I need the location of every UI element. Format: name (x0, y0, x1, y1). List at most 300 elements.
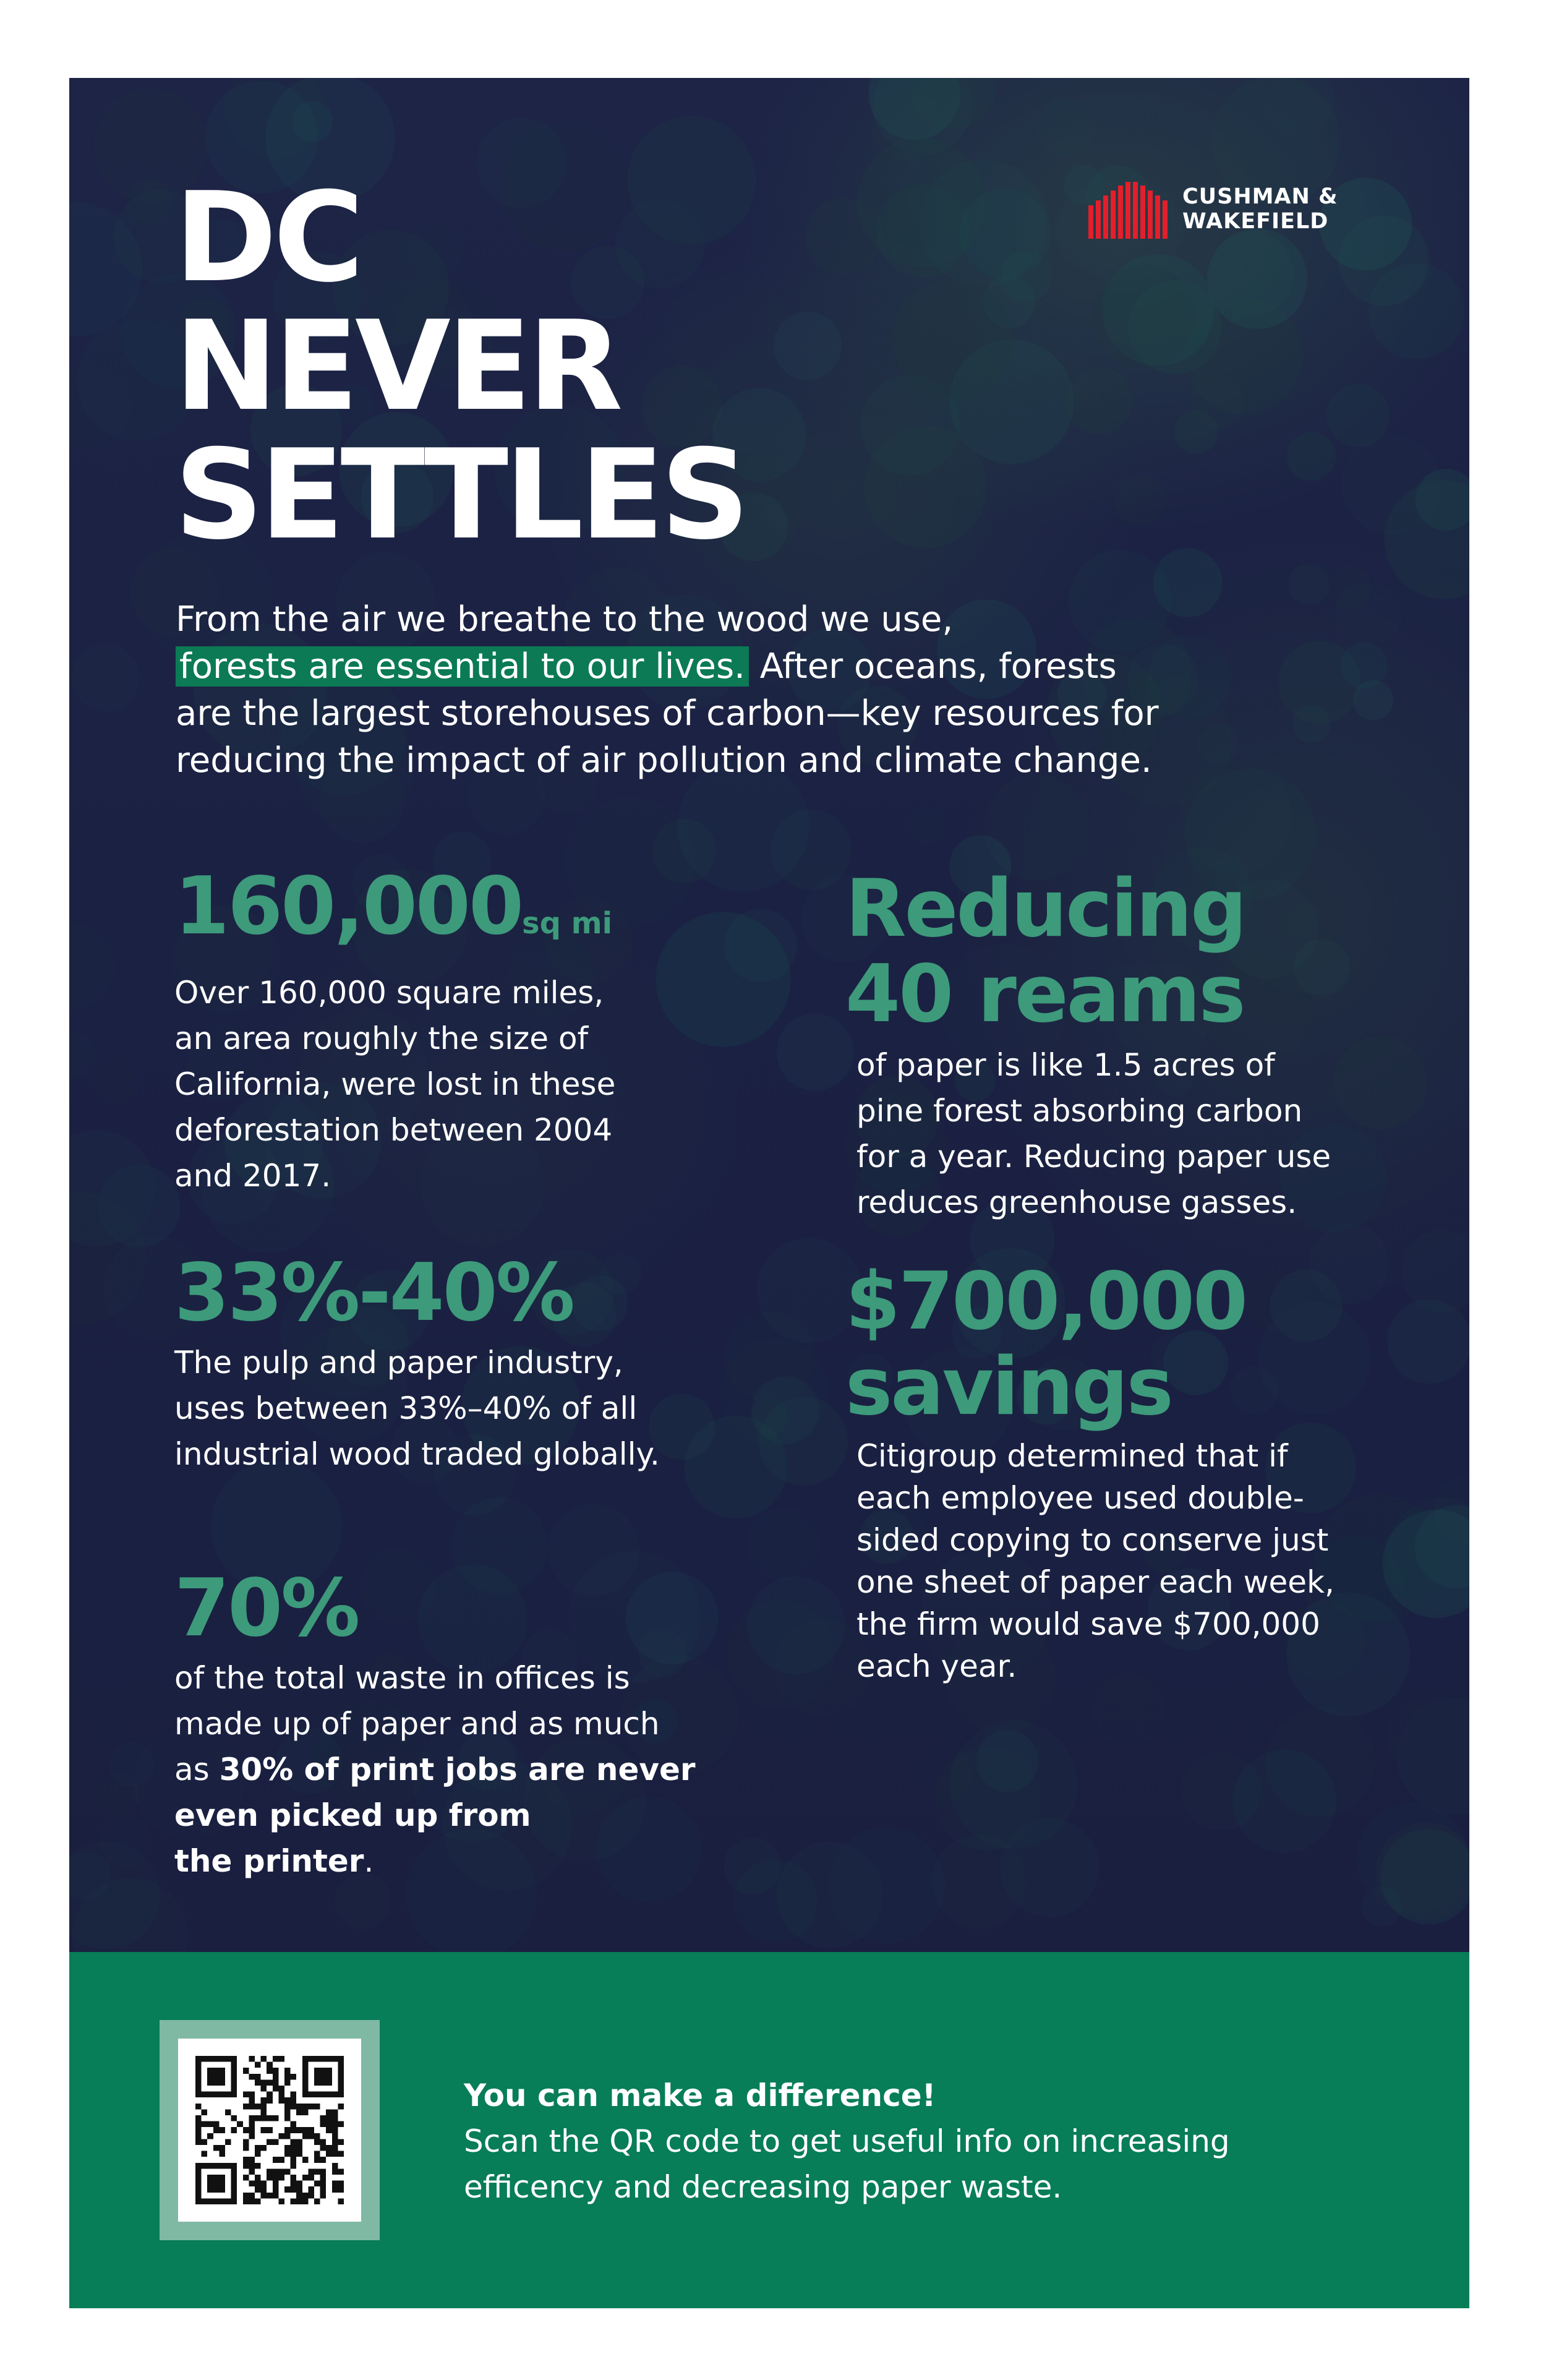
qr-module (278, 2056, 284, 2062)
qr-module (302, 2086, 309, 2092)
qr-module (296, 2109, 302, 2115)
qr-module (278, 2175, 284, 2181)
qr-module (273, 2056, 279, 2062)
stat-text-line (174, 1838, 793, 1884)
qr-module (291, 2139, 297, 2145)
qr-module (332, 2133, 338, 2139)
qr-module (302, 2198, 309, 2204)
qr-module (267, 2092, 273, 2098)
qr-module (278, 2092, 284, 2098)
qr-module (296, 2186, 302, 2193)
qr-module (219, 2163, 225, 2169)
qr-module (231, 2074, 237, 2080)
tree-crown (932, 1834, 1027, 1929)
qr-module (207, 2133, 213, 2139)
qr-module (255, 2145, 261, 2151)
qr-module (291, 2097, 297, 2104)
qr-module (308, 2092, 314, 2098)
qr-module (202, 2198, 208, 2204)
qr-module (326, 2056, 332, 2062)
stat-text-bold: 30% of print jobs are never (219, 1752, 696, 1787)
qr-module (326, 2121, 332, 2128)
qr-module (291, 2157, 297, 2163)
qr-module (255, 2151, 261, 2157)
qr-module (202, 2092, 208, 2098)
qr-module (255, 2115, 261, 2121)
qr-module (302, 2175, 309, 2181)
stat-description (856, 1435, 1451, 1687)
stat-text-line: deforestation between 2004 (174, 1112, 613, 1148)
call-to-action-line: efficency and decreasing paper waste. (464, 2169, 1062, 2205)
qr-module (302, 2068, 309, 2074)
qr-module (261, 2193, 267, 2199)
tree-crown (907, 807, 946, 845)
qr-module (219, 2127, 225, 2133)
qr-module (320, 2186, 327, 2193)
qr-module (231, 2193, 237, 2199)
qr-module (302, 2074, 309, 2080)
hero-section (69, 78, 1469, 1952)
qr-module (195, 2074, 202, 2080)
qr-module (326, 2092, 332, 2098)
qr-module (278, 2097, 284, 2104)
tree-crown (1114, 474, 1167, 527)
qr-module (249, 2092, 255, 2098)
stat-savings (845, 1256, 1451, 1687)
qr-module (255, 2175, 261, 2181)
qr-module (243, 2104, 249, 2110)
qr-module (202, 2109, 208, 2115)
qr-module (332, 2186, 338, 2193)
qr-module (302, 2109, 309, 2115)
qr-module (273, 2175, 279, 2181)
stat-unit: sq mi (522, 906, 613, 941)
qr-module (332, 2115, 338, 2121)
qr-module (332, 2109, 338, 2115)
tree-crown (69, 1031, 96, 1076)
qr-module (284, 2115, 291, 2121)
qr-module (249, 2056, 255, 2062)
qr-module (302, 2127, 309, 2133)
qr-module (195, 2175, 202, 2181)
qr-module (284, 2151, 291, 2157)
qr-module (273, 2193, 279, 2199)
qr-module (231, 2056, 237, 2062)
tree-crown (1357, 1802, 1467, 1913)
tree-crown (1207, 229, 1307, 329)
qr-module (231, 2115, 237, 2121)
qr-module (302, 2079, 309, 2086)
qr-module (255, 2079, 261, 2086)
qr-module (255, 2062, 261, 2068)
qr-module (225, 2163, 231, 2169)
qr-module (338, 2079, 344, 2086)
stat-text-line: Citigroup determined that if (856, 1438, 1288, 1474)
qr-module (278, 2198, 284, 2204)
tree-crown (1232, 1750, 1336, 1853)
stat-text-line: The pulp and paper industry, (174, 1345, 623, 1380)
qr-module (213, 2163, 220, 2169)
qr-module (219, 2068, 225, 2074)
qr-module (284, 2145, 291, 2151)
qr-module (326, 2074, 332, 2080)
qr-module (273, 2068, 279, 2074)
qr-module (255, 2198, 261, 2204)
qr-module (213, 2056, 220, 2062)
qr-module (219, 2186, 225, 2193)
qr-module (296, 2151, 302, 2157)
qr-module (332, 2163, 338, 2169)
qr-module (202, 2121, 208, 2128)
stat-text-span: . (364, 1843, 374, 1879)
qr-module (243, 2157, 249, 2163)
qr-module (267, 2168, 273, 2175)
qr-module (261, 2097, 267, 2104)
qr-module (261, 2127, 267, 2133)
qr-module (314, 2074, 320, 2080)
qr-module (231, 2079, 237, 2086)
qr-module (231, 2092, 237, 2098)
tree-crown (857, 138, 986, 267)
qr-module (326, 2068, 332, 2074)
qr-module (273, 2168, 279, 2175)
qr-module (219, 2151, 225, 2157)
qr-module (320, 2079, 327, 2086)
qr-module (237, 2121, 243, 2128)
tree-crown (1066, 367, 1133, 434)
stat-text-line: California, were lost in these (174, 1066, 616, 1102)
qr-module (195, 2163, 202, 2169)
stat-deforestation (174, 860, 793, 1199)
qr-module (202, 2151, 208, 2157)
qr-module (314, 2056, 320, 2062)
qr-module (291, 2151, 297, 2157)
title-line: NEVER (174, 294, 620, 439)
qr-module (267, 2139, 273, 2145)
qr-module (296, 2139, 302, 2145)
qr-module (273, 2139, 279, 2145)
tree-crown (1092, 265, 1195, 369)
qr-module (255, 2181, 261, 2187)
qr-module (291, 2145, 297, 2151)
qr-module (213, 2181, 220, 2187)
qr-module (314, 2168, 320, 2175)
qr-module (249, 2181, 255, 2187)
intro-line: From the air we breathe to the wood we use, (176, 599, 954, 640)
qr-module (202, 2139, 208, 2145)
qr-module (284, 2068, 291, 2074)
qr-module (213, 2092, 220, 2098)
qr-module (231, 2168, 237, 2175)
tree-crown (95, 1773, 139, 1818)
call-to-action-line: Scan the QR code to get useful info on increasing (464, 2123, 1230, 2159)
qr-module (202, 2163, 208, 2169)
qr-module (243, 2193, 249, 2199)
qr-module (338, 2198, 344, 2204)
qr-module (338, 2104, 344, 2110)
qr-module (249, 2104, 255, 2110)
qr-module (255, 2163, 261, 2169)
qr-module (278, 2157, 284, 2163)
stat-text-line: each employee used double- (856, 1480, 1304, 1516)
qr-module (231, 2086, 237, 2092)
qr-module (219, 2056, 225, 2062)
qr-module (284, 2074, 291, 2080)
title-line: SETTLES (174, 423, 746, 567)
qr-module (284, 2104, 291, 2110)
stat-text-line: each year. (856, 1648, 1017, 1684)
qr-module (273, 2079, 279, 2086)
qr-module (284, 2079, 291, 2086)
stat-text-span: as (174, 1752, 220, 1787)
qr-module (314, 2198, 320, 2204)
qr-module (338, 2151, 344, 2157)
qr-module (225, 2109, 231, 2115)
qr-module (314, 2133, 320, 2139)
qr-module (332, 2127, 338, 2133)
qr-module (338, 2121, 344, 2128)
qr-module (231, 2127, 237, 2133)
qr-module (338, 2186, 344, 2193)
qr-module (243, 2068, 249, 2074)
qr-module (243, 2145, 249, 2151)
qr-module (243, 2127, 249, 2133)
title-line: DC (174, 166, 361, 310)
qr-module (249, 2127, 255, 2133)
qr-code-frame[interactable] (160, 2020, 380, 2240)
qr-module (308, 2056, 314, 2062)
stat-text-line: an area roughly the size of (174, 1021, 589, 1056)
qr-module (320, 2145, 327, 2151)
qr-module (213, 2186, 220, 2193)
qr-module (320, 2168, 327, 2175)
qr-module (273, 2086, 279, 2092)
poster (69, 78, 1469, 2308)
tree-crown (72, 644, 140, 712)
qr-module (338, 2092, 344, 2098)
qr-module (219, 2175, 225, 2181)
stat-text-line: one sheet of paper each week, (856, 1564, 1335, 1600)
qr-module (213, 2175, 220, 2181)
qr-module (243, 2175, 249, 2181)
stat-text-line (174, 1747, 793, 1792)
intro-paragraph (176, 596, 1412, 784)
stat-value: 33%-40% (174, 1247, 573, 1339)
page-title (174, 166, 746, 567)
logo-text-line: CUSHMAN & (1182, 184, 1338, 209)
stat-text-line: of paper is like 1.5 acres of (856, 1047, 1275, 1083)
call-to-action-text (464, 2073, 1391, 2210)
qr-module (302, 2157, 309, 2163)
qr-module (207, 2079, 213, 2086)
qr-module (278, 2086, 284, 2092)
qr-module (195, 2121, 202, 2128)
qr-module (326, 2127, 332, 2133)
tree-crown (90, 1056, 139, 1105)
qr-module (231, 2175, 237, 2181)
qr-module (243, 2092, 249, 2098)
qr-code-background (178, 2039, 361, 2222)
qr-module (195, 2168, 202, 2175)
qr-module (302, 2056, 309, 2062)
qr-module (320, 2175, 327, 2181)
qr-module (231, 2186, 237, 2193)
qr-module (273, 2157, 279, 2163)
qr-module (195, 2115, 202, 2121)
qr-module (207, 2175, 213, 2181)
qr-module (320, 2193, 327, 2199)
qr-module (243, 2163, 249, 2169)
qr-module (338, 2181, 344, 2187)
qr-module (225, 2198, 231, 2204)
qr-module (195, 2092, 202, 2098)
qr-module (261, 2056, 267, 2062)
qr-module (338, 2086, 344, 2092)
qr-code-icon[interactable] (195, 2056, 344, 2204)
qr-module (261, 2181, 267, 2187)
qr-module (284, 2168, 291, 2175)
qr-module (231, 2163, 237, 2169)
qr-module (207, 2068, 213, 2074)
tree-crown (892, 279, 1014, 400)
qr-module (255, 2104, 261, 2110)
qr-module (314, 2079, 320, 2086)
logo-mark-icon (1088, 182, 1168, 239)
qr-module (213, 2145, 220, 2151)
qr-module (249, 2168, 255, 2175)
qr-module (267, 2115, 273, 2121)
qr-module (261, 2115, 267, 2121)
qr-module (267, 2068, 273, 2074)
qr-module (296, 2193, 302, 2199)
qr-module (326, 2109, 332, 2115)
qr-module (231, 2068, 237, 2074)
tree-crown (976, 1730, 1038, 1792)
stat-value-line: 40 reams (845, 948, 1244, 1040)
qr-module (326, 2151, 332, 2157)
qr-module (219, 2145, 225, 2151)
qr-module (338, 2062, 344, 2068)
qr-module (308, 2168, 314, 2175)
qr-module (249, 2121, 255, 2128)
qr-module (332, 2092, 338, 2098)
stat-description (856, 1042, 1451, 1225)
intro-line: reducing the impact of air pollution and climate change. (176, 740, 1152, 781)
qr-module (219, 2092, 225, 2098)
qr-module (261, 2186, 267, 2193)
qr-module (314, 2104, 320, 2110)
qr-module (219, 2074, 225, 2080)
qr-module (320, 2074, 327, 2080)
qr-module (326, 2115, 332, 2121)
qr-module (296, 2127, 302, 2133)
qr-module (267, 2175, 273, 2181)
intro-highlight: forests are essential to our lives. (176, 646, 749, 687)
stat-value-line: $700,000 (845, 1256, 1247, 1348)
qr-module (284, 2127, 291, 2133)
qr-module (207, 2074, 213, 2080)
stat-text-line: for a year. Reducing paper use (856, 1139, 1331, 1175)
qr-module (291, 2175, 297, 2181)
stat-description (174, 1340, 793, 1477)
qr-module (338, 2074, 344, 2080)
tree-crown (865, 426, 987, 549)
qr-module (255, 2186, 261, 2193)
qr-module (219, 2181, 225, 2187)
qr-module (338, 2068, 344, 2074)
qr-module (314, 2068, 320, 2074)
tree-crown (1287, 432, 1336, 481)
stat-text-line: uses between 33%–40% of all (174, 1390, 638, 1426)
qr-module (338, 2139, 344, 2145)
stat-text-line: the firm would save $700,000 (856, 1606, 1320, 1642)
qr-module (255, 2074, 261, 2080)
qr-module (273, 2186, 279, 2193)
qr-module (320, 2092, 327, 2098)
qr-module (207, 2121, 213, 2128)
qr-module (314, 2151, 320, 2157)
tree-crown (1386, 1698, 1459, 1771)
call-to-action-banner (69, 1952, 1469, 2308)
qr-module (284, 2133, 291, 2139)
stat-text-line (174, 1792, 793, 1838)
tree-crown (1174, 411, 1218, 454)
qr-module (195, 2068, 202, 2074)
qr-module (249, 2074, 255, 2080)
qr-module (296, 2145, 302, 2151)
qr-module (291, 2198, 297, 2204)
qr-module (296, 2104, 302, 2110)
qr-module (291, 2092, 297, 2098)
qr-module (213, 2198, 220, 2204)
qr-module (231, 2198, 237, 2204)
qr-module (243, 2198, 249, 2204)
qr-module (219, 2198, 225, 2204)
qr-module (332, 2168, 338, 2175)
qr-module (231, 2181, 237, 2187)
tree-crown (829, 1827, 945, 1943)
qr-module (207, 2092, 213, 2098)
qr-module (195, 2104, 202, 2110)
qr-module (296, 2198, 302, 2204)
qr-module (320, 2056, 327, 2062)
qr-module (314, 2181, 320, 2187)
qr-module (213, 2121, 220, 2128)
qr-module (302, 2062, 309, 2068)
qr-module (243, 2139, 249, 2145)
stat-text-line: Over 160,000 square miles, (174, 975, 604, 1011)
qr-module (278, 2168, 284, 2175)
intro-line: are the largest storehouses of carbon—key resources for (176, 693, 1159, 734)
qr-module (267, 2062, 273, 2068)
qr-module (291, 2074, 297, 2080)
stat-text-line: sided copying to conserve just (856, 1522, 1329, 1558)
qr-module (225, 2139, 231, 2145)
qr-module (302, 2104, 309, 2110)
qr-module (326, 2079, 332, 2086)
qr-module (195, 2056, 202, 2062)
logo-text-line: WAKEFIELD (1182, 209, 1329, 234)
qr-module (320, 2121, 327, 2128)
qr-module (202, 2056, 208, 2062)
qr-module (320, 2157, 327, 2163)
qr-module (249, 2133, 255, 2139)
qr-module (308, 2127, 314, 2133)
stat-value: 70% (174, 1562, 359, 1654)
qr-module (308, 2186, 314, 2193)
qr-module (332, 2056, 338, 2062)
stat-value-line: savings (845, 1341, 1172, 1433)
